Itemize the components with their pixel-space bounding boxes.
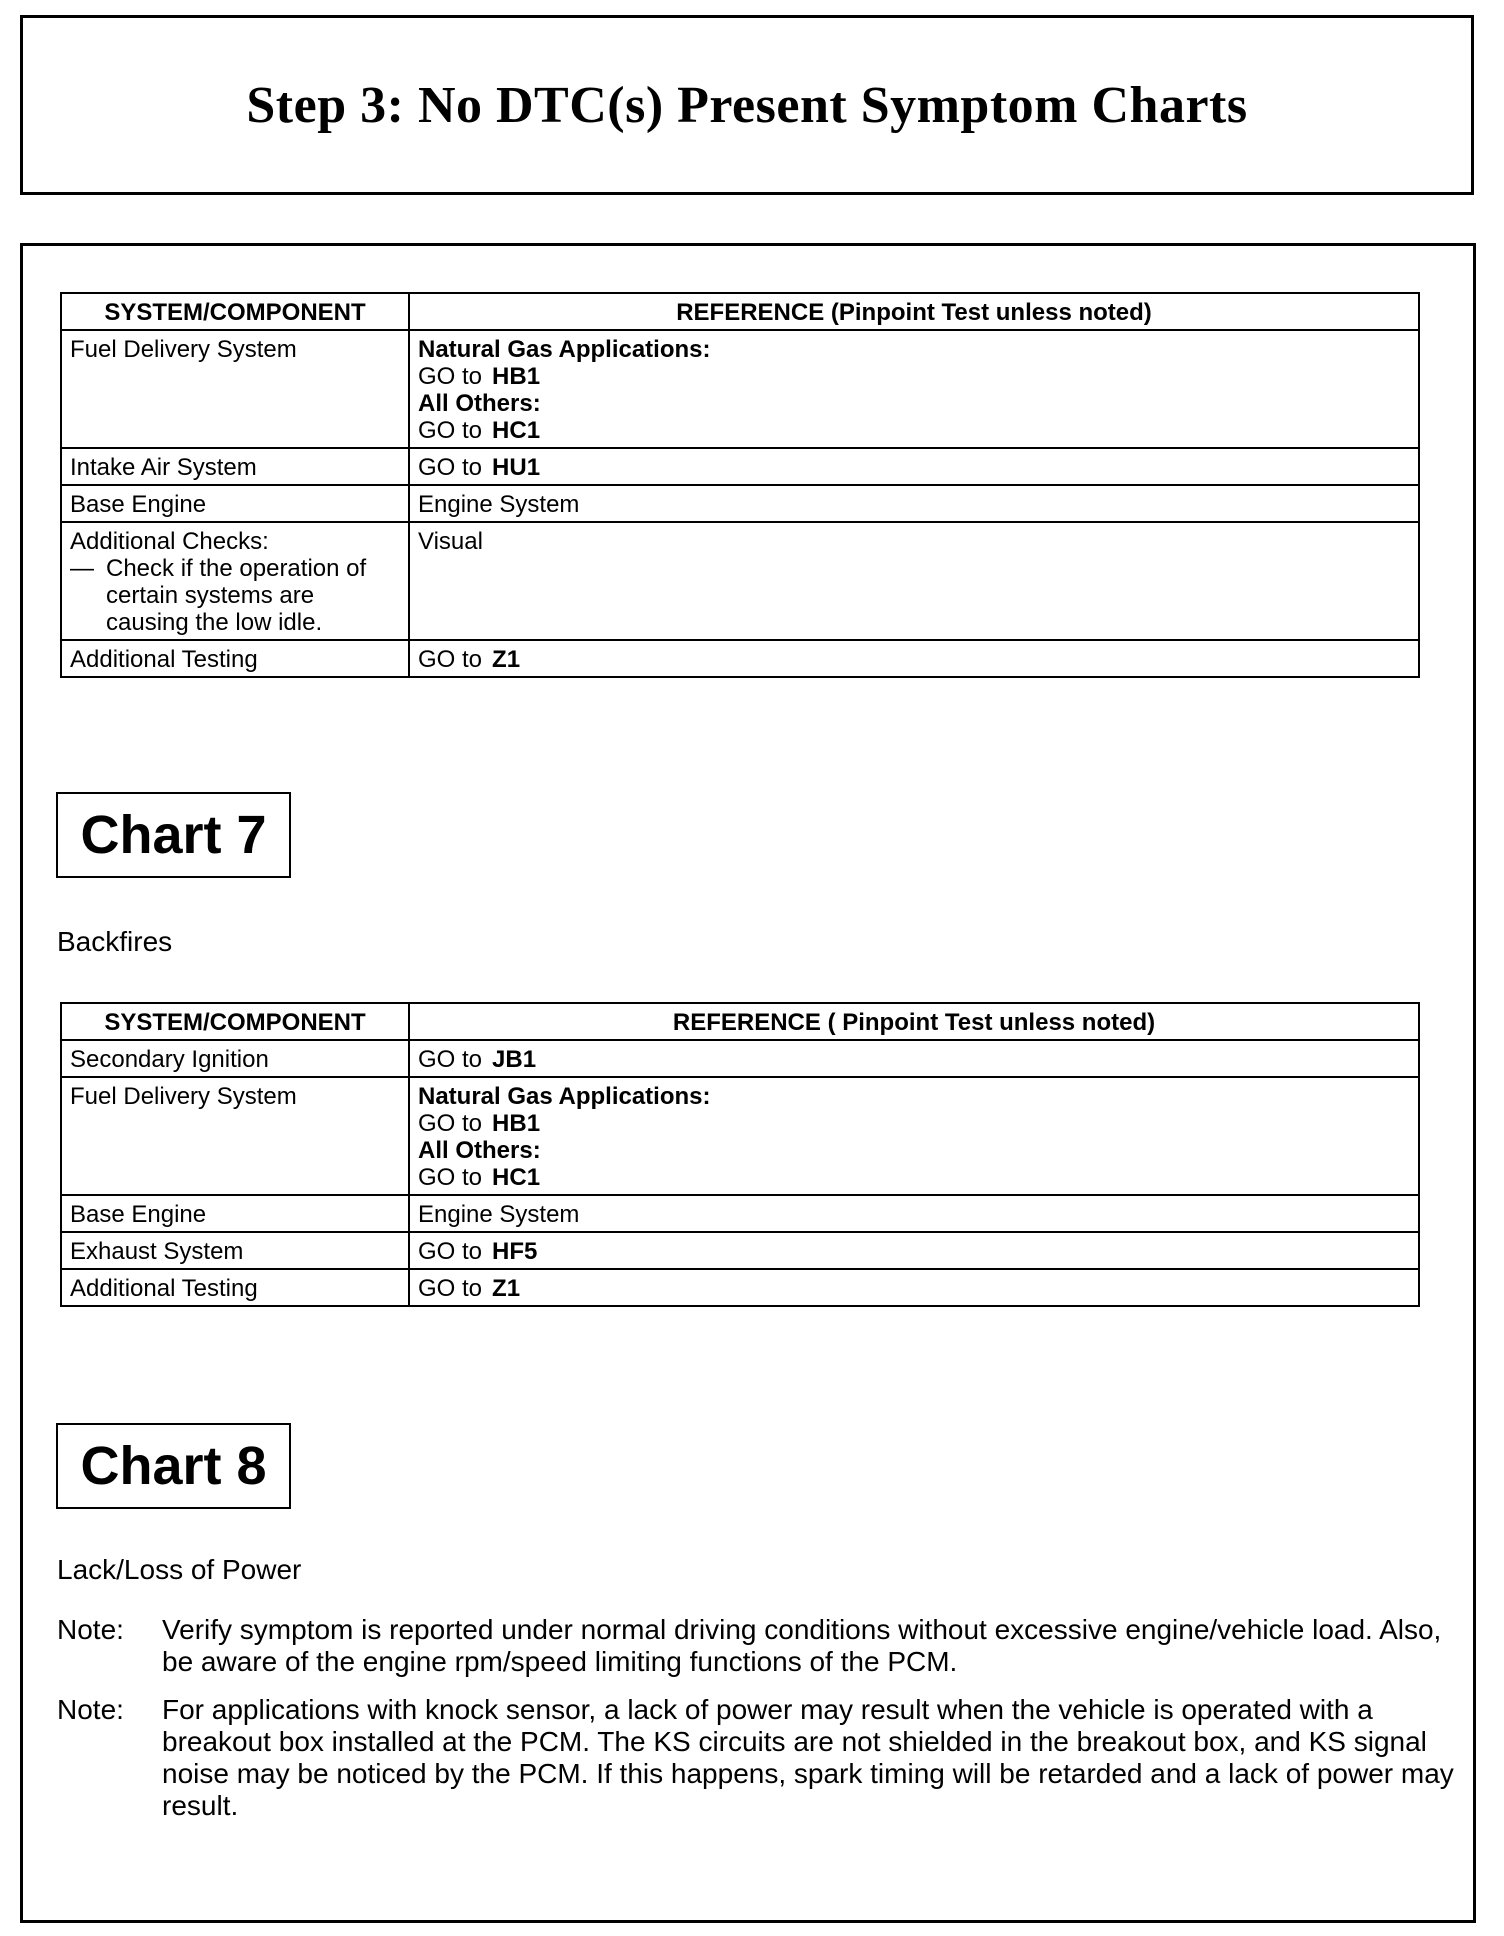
reference-heading: All Others: [418,1137,541,1164]
table-row [61,1269,1419,1306]
test-code: JB1 [492,1046,537,1073]
goto-text: GO to [418,646,483,673]
column-header-reference: REFERENCE (Pinpoint Test unless noted) [409,293,1419,330]
reference-cell [409,448,1419,485]
page-header [20,15,1474,195]
dash-mark: — [70,555,94,582]
component-cell: Fuel Delivery System [61,330,409,448]
test-code: Z1 [492,1275,521,1302]
goto-text: GO to [418,1046,483,1073]
reference-goto [418,363,1410,390]
note-label: Note: [57,1694,124,1725]
reference-cell: Engine System [409,485,1419,522]
component-cell: Intake Air System [61,448,409,485]
reference-cell [409,1040,1419,1077]
reference-cell: Visual [409,522,1419,640]
reference-goto [418,417,1410,444]
component-cell: Base Engine [61,485,409,522]
chart-8-label-box [56,1423,291,1509]
goto-text: GO to [418,1238,483,1265]
table-row [61,330,1419,448]
note-label: Note: [57,1614,124,1645]
component-cell: Exhaust System [61,1232,409,1269]
reference-cell [409,1232,1419,1269]
component-detail: Check if the operation of certain systems are causing the low idle. [106,555,367,636]
chart-7-subtitle: Backfires [57,926,173,957]
note-1 [57,1614,1457,1678]
component-label: Additional Checks: [70,528,269,555]
reference-cell [409,640,1419,677]
chart-7-label: Chart 7 [80,805,267,865]
table-row [61,1077,1419,1195]
goto-text: GO to [418,417,483,444]
goto-text: GO to [418,1110,483,1137]
note-2 [57,1694,1457,1822]
reference-goto [418,1110,1410,1137]
goto-text: GO to [418,1275,483,1302]
table-row [61,448,1419,485]
column-header-reference: REFERENCE ( Pinpoint Test unless noted) [409,1003,1419,1040]
main-content [20,243,1476,1923]
component-cell: Base Engine [61,1195,409,1232]
note-text: Verify symptom is reported under normal driving conditions without excessive engine/vehicle load. Also, be aware of the engine rpm/speed limiting functions of the PCM. [162,1614,1442,1677]
reference-table-1 [60,292,1420,678]
dash-item [70,555,400,636]
test-code: HU1 [492,454,541,481]
table-header-row [61,1003,1419,1040]
goto-text: GO to [418,363,483,390]
table-row [61,522,1419,640]
table-row [61,485,1419,522]
component-cell: Additional Testing [61,1269,409,1306]
test-code: HF5 [492,1238,538,1265]
column-header-component: SYSTEM/COMPONENT [61,1003,409,1040]
component-cell [61,522,409,640]
test-code: HB1 [492,1110,541,1137]
chart-7-label-box [56,792,291,878]
reference-goto [418,1164,1410,1191]
reference-cell [409,1077,1419,1195]
component-cell: Additional Testing [61,640,409,677]
note-text: For applications with knock sensor, a lack of power may result when the vehicle is operated with a breakout box installed at the PCM. The KS circuits are not shielded in the breakout box, and KS signal noise may be noticed by the PCM. If this happens, spark timing will be retarded and a lack of power may result. [162,1694,1454,1821]
goto-text: GO to [418,1164,483,1191]
page-title: Step 3: No DTC(s) Present Symptom Charts [246,76,1248,134]
column-header-component: SYSTEM/COMPONENT [61,293,409,330]
component-cell: Fuel Delivery System [61,1077,409,1195]
goto-text: GO to [418,454,483,481]
component-cell: Secondary Ignition [61,1040,409,1077]
table-row [61,640,1419,677]
test-code: HB1 [492,363,541,390]
chart-8-subtitle: Lack/Loss of Power [57,1554,302,1585]
table-row [61,1195,1419,1232]
reference-table-2 [60,1002,1420,1307]
reference-heading: Natural Gas Applications: [418,1083,711,1110]
reference-cell [409,330,1419,448]
test-code: HC1 [492,417,541,444]
reference-heading: Natural Gas Applications: [418,336,711,363]
chart-8-label: Chart 8 [80,1436,267,1496]
reference-heading: All Others: [418,390,541,417]
table-header-row [61,293,1419,330]
table-row [61,1040,1419,1077]
reference-cell: Engine System [409,1195,1419,1232]
test-code: Z1 [492,646,521,673]
reference-cell [409,1269,1419,1306]
table-row [61,1232,1419,1269]
test-code: HC1 [492,1164,541,1191]
